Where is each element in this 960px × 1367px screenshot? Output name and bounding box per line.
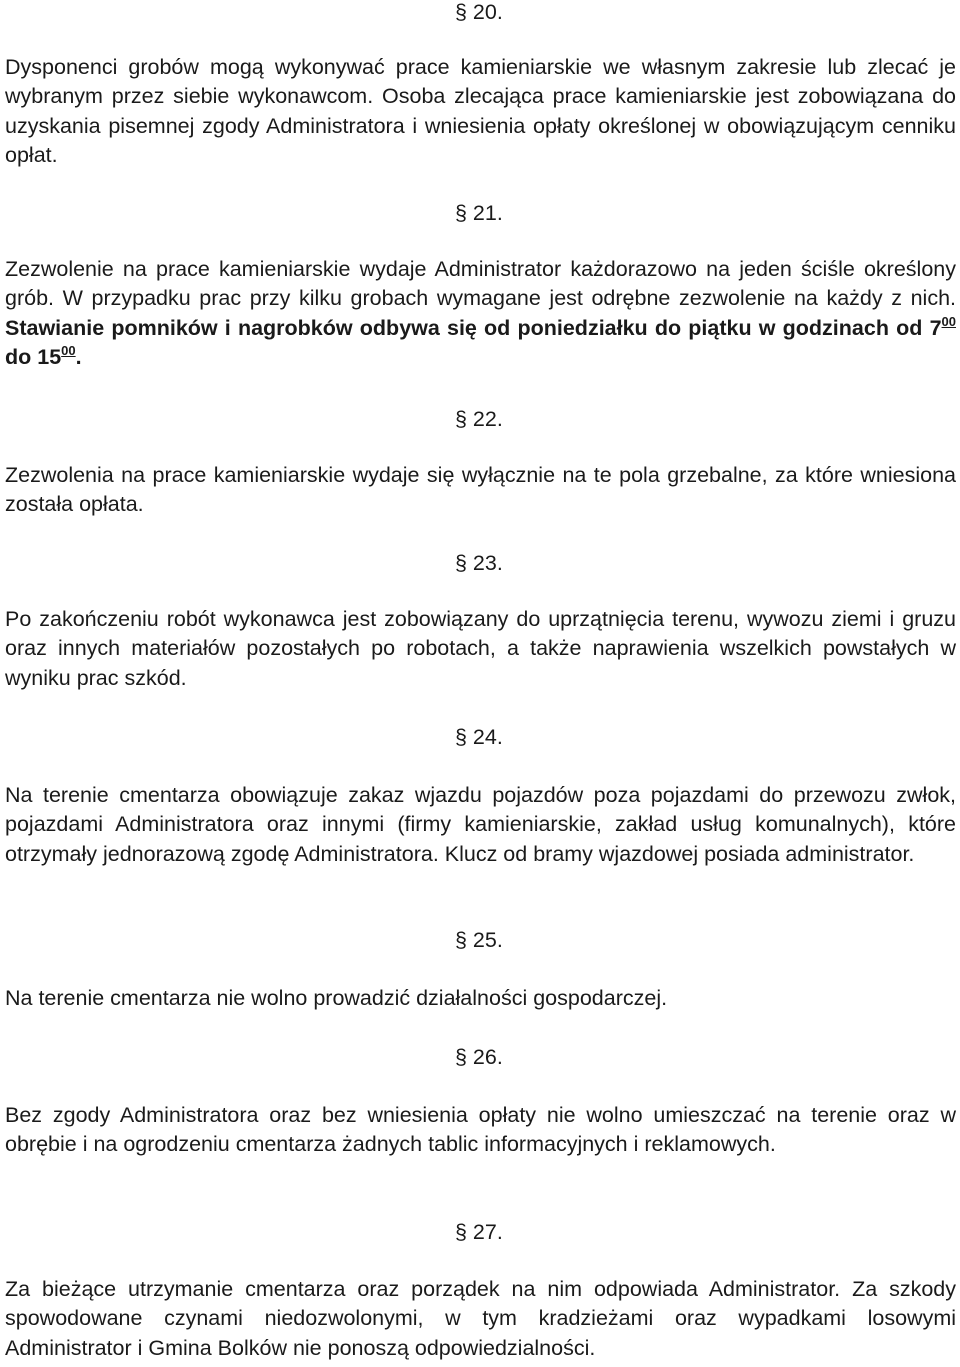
- section-number: § 27.: [455, 1220, 503, 1244]
- bold-text-mid: do 15: [5, 345, 62, 370]
- section-number: § 23.: [455, 551, 503, 575]
- bold-text-end: .: [75, 345, 82, 370]
- superscript: 00: [941, 313, 956, 329]
- section-number: § 21.: [455, 201, 503, 225]
- superscript: 00: [61, 343, 76, 359]
- section-number: § 25.: [455, 928, 503, 952]
- section-number: § 24.: [455, 725, 503, 749]
- section-paragraph: Na terenie cmentarza nie wolno prowadzić działalności gospodarczej.: [5, 986, 668, 1010]
- section-paragraph: Dysponenci grobów mogą wykonywać prace kamieniarskie we własnym zakresie lub zlecać je wybranym przez siebie wykonawcom. Osoba zlecająca prace kamieniarskie jest zobowiązana do uzyskania pisemnej zgody Administratora i wniesienia opłaty określonej w obowiązującym cenniku opłat.: [5, 55, 956, 168]
- bold-text: [5, 313, 956, 370]
- section-paragraph: Bez zgody Administratora oraz bez wniesienia opłaty nie wolno umieszczać na terenie oraz w obrębie i na ogrodzeniu cmentarza żadnych tablic informacyjnych i reklamowych.: [5, 1103, 956, 1157]
- section-paragraph: Na terenie cmentarza obowiązuje zakaz wjazdu pojazdów poza pojazdami do przewozu zwłok, pojazdami Administratora oraz innymi (firmy kamieniarskie, zakład usług komunalnych), które otrzymały jednorazową zgodę Administratora. Klucz od bramy wjazdowej posiada administrator.: [5, 783, 956, 866]
- section-number: § 20.: [455, 0, 503, 24]
- section-text: Zezwolenie na prace kamieniarskie wydaje Administrator każdorazowo na jeden ściśle określony grób. W przypadku prac przy kilku grobach wymagane jest odrębne zezwolenie na każdy z nich.: [5, 257, 956, 311]
- bold-text-start: Stawianie pomników i nagrobków odbywa się od poniedziałku do piątku w godzinach od 7: [5, 315, 942, 340]
- section-paragraph: Za bieżące utrzymanie cmentarza oraz porządek na nim odpowiada Administrator. Za szkody spowodowane czynami niedozwolonymi, w tym kradzieżami oraz wypadkami losowymi Administrator i Gmina Bolków nie ponoszą odpowiedzialności.: [5, 1277, 956, 1360]
- section-paragraph: Po zakończeniu robót wykonawca jest zobowiązany do uprzątnięcia terenu, wywozu ziemi i gruzu oraz innych materiałów pozostałych po robotach, a także naprawienia wszelkich powstałych w wyniku prac szkód.: [5, 607, 956, 690]
- section-number: § 22.: [455, 407, 503, 431]
- section-paragraph: Zezwolenia na prace kamieniarskie wydaje się wyłącznie na te pola grzebalne, za które wniesiona została opłata.: [5, 463, 956, 517]
- section-number: § 26.: [455, 1045, 503, 1069]
- section-paragraph: [5, 255, 956, 373]
